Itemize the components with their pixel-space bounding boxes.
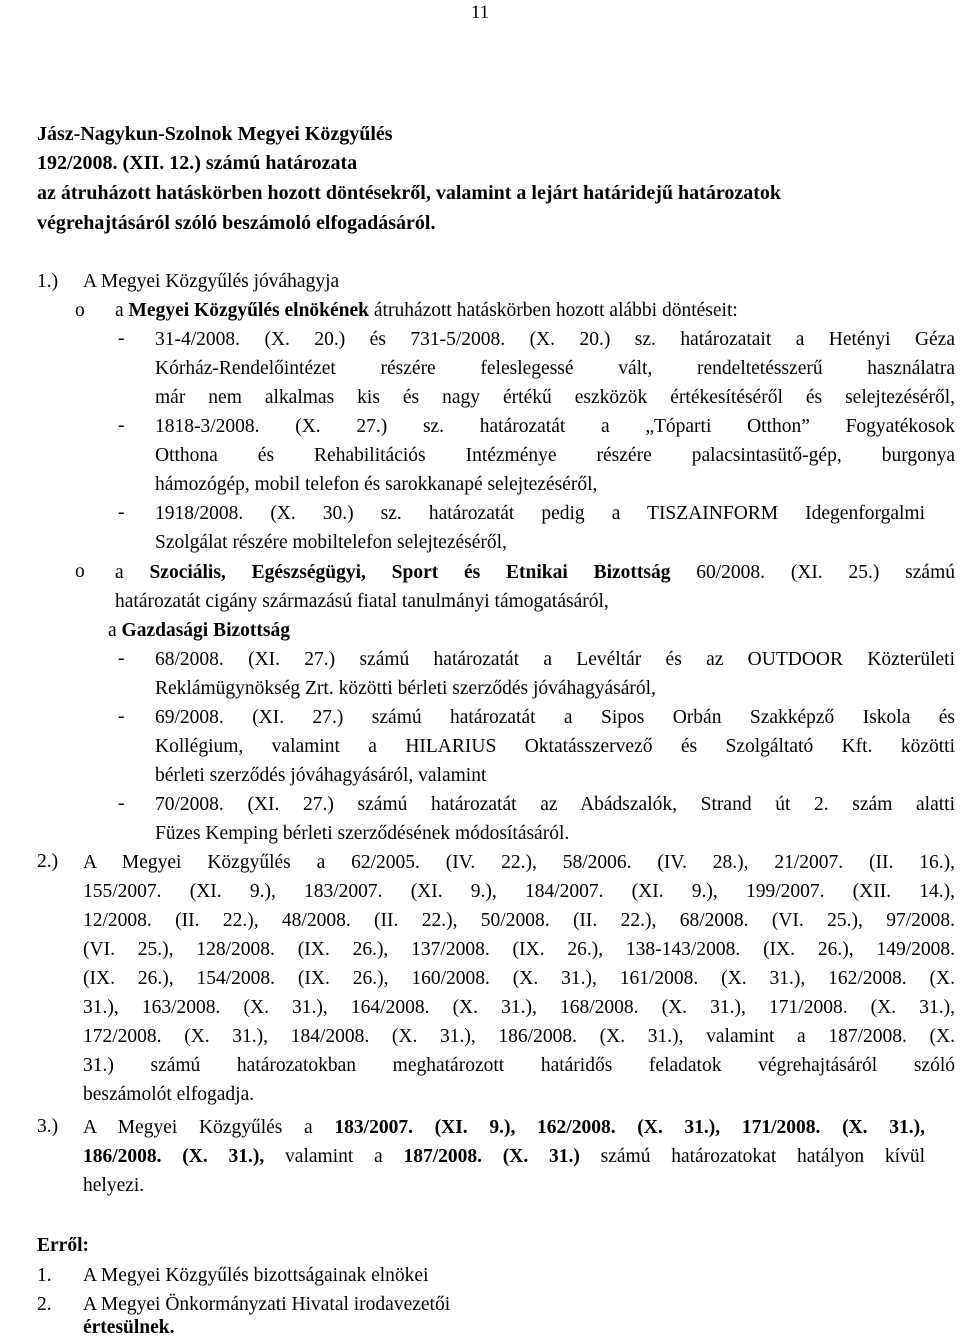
gb-bold: Gazdasági Bizottság [121, 620, 290, 641]
item-a2 [155, 415, 955, 502]
item-a2-line-2: Otthona és Rehabilitációs Intézménye részére palacsintasütő-gép, burgonya [155, 445, 955, 466]
s3-l1-pre: A Megyei Közgyűlés a [83, 1117, 335, 1138]
header-line-1: Jász-Nagykun-Szolnok Megyei Közgyűlés [37, 123, 393, 145]
dash-a1: - [118, 328, 125, 349]
dash-a2: - [118, 415, 125, 436]
s3-l2-mid: valamint a [264, 1146, 404, 1167]
gazdasagi-bizottsag [108, 619, 290, 643]
bullet-b-line-2: határozatát cigány származású fiatal tanulmányi támogatásáról, [115, 591, 609, 612]
item-b2 [155, 706, 955, 793]
item-a1-line-2: Kórház-Rendelőintézet részére feleslegessé vált, rendeltetésszerű használatra [155, 358, 955, 379]
gb-pre: a [108, 620, 122, 641]
s2-line-4: (VI. 25.), 128/2008. (IX. 26.), 137/2008. (IX. 26.), 138-143/2008. (IX. 26.), 149/2008. [83, 939, 955, 960]
item-b2-line-2: Kollégium, valamint a HILARIUS Oktatásszervező és Szolgáltató Kft. közötti [155, 736, 955, 757]
s2-line-8: 31.) számú határozatokban meghatározott határidős feladatok végrehajtásáról szóló [83, 1055, 955, 1076]
bullet-a-marker: o [75, 300, 85, 321]
bullet-b-post: 60/2008. (XI. 25.) számú [670, 562, 956, 583]
header-line-4: végrehajtásáról szóló beszámoló elfogadásáról. [37, 212, 436, 234]
dash-a3: - [118, 502, 125, 523]
s3-l2-post: számú határozatokat hatályon kívül [579, 1146, 926, 1167]
section-1-number: 1.) [37, 271, 59, 292]
bullet-b-bold: Szociális, Egészségügyi, Sport és Etnikai Bizottság [149, 562, 671, 583]
item-a3-line-1: 1918/2008. (X. 30.) sz. határozatát pedig a TISZAINFORM Idegenforgalmi [155, 503, 925, 524]
s3-l2-bold-1: 186/2008. (X. 31.), [83, 1146, 265, 1167]
item-a1 [155, 328, 955, 415]
s2-line-7: 172/2008. (X. 31.), 184/2008. (X. 31.), 186/2008. (X. 31.), valamint a 187/2008. (X. [83, 1026, 955, 1047]
ertesulnek: értesülnek. [83, 1317, 175, 1338]
s3-l1-bold: 183/2007. (XI. 9.), 162/2008. (X. 31.), 171/2008. (X. 31.), [334, 1117, 925, 1138]
footer-item-2-number: 2. [37, 1294, 52, 1315]
bullet-a-post: átruházott hatáskörben hozott alábbi döntéseit: [369, 300, 738, 321]
item-a2-line-1: 1818-3/2008. (X. 27.) sz. határozatát a „Tóparti Otthon” Fogyatékosok [155, 416, 955, 437]
item-a3 [155, 502, 925, 560]
s2-line-1: A Megyei Közgyűlés a 62/2005. (IV. 22.), 58/2006. (IV. 28.), 21/2007. (II. 16.), [83, 852, 955, 873]
bullet-a-pre: a [115, 300, 129, 321]
item-b3 [155, 793, 955, 851]
errol-label: Erről: [37, 1235, 89, 1256]
section-1-intro: A Megyei Közgyűlés jóváhagyja [83, 271, 340, 292]
item-a3-line-2: Szolgálat részére mobiltelefon selejtezéséről, [155, 532, 507, 553]
section-2-number: 2.) [37, 851, 59, 872]
item-b2-line-3: bérleti szerződés jóváhagyásáról, valamint [155, 765, 487, 786]
header-line-3: az átruházott hatáskörben hozott döntésekről, valamint a lejárt határidejű határozatok [37, 182, 782, 204]
item-b3-line-1: 70/2008. (XI. 27.) számú határozatát az Abádszalók, Strand út 2. szám alatti [155, 794, 955, 815]
section-3-text [83, 1116, 925, 1203]
page-number: 11 [470, 2, 490, 23]
bullet-b-marker: o [75, 561, 85, 582]
item-a2-line-3: hámozógép, mobil telefon és sarokkanapé selejtezéséről, [155, 474, 598, 495]
footer-item-1-text: A Megyei Közgyűlés bizottságainak elnökei [83, 1265, 429, 1286]
item-b1 [155, 648, 955, 706]
item-a1-line-1: 31-4/2008. (X. 20.) és 731-5/2008. (X. 20.) sz. határozatait a Hetényi Géza [155, 329, 955, 350]
footer-item-1-number: 1. [37, 1265, 52, 1286]
dash-b3: - [118, 793, 125, 814]
footer-item-2-text: A Megyei Önkormányzati Hivatal irodavezetői [83, 1294, 451, 1315]
bullet-a-bold: Megyei Közgyűlés elnökének [128, 300, 370, 321]
item-a1-line-3: már nem alkalmas kis és nagy értékű eszközök értékesítéséről és selejtezéséről, [155, 387, 955, 408]
item-b1-line-1: 68/2008. (XI. 27.) számú határozatát a Levéltár és az OUTDOOR Közterületi [155, 649, 955, 670]
s2-line-3: 12/2008. (II. 22.), 48/2008. (II. 22.), 50/2008. (II. 22.), 68/2008. (VI. 25.), 97/2008. [83, 910, 955, 931]
section-3-number: 3.) [37, 1116, 59, 1137]
s3-l2-bold-2: 187/2008. (X. 31.) [403, 1146, 580, 1167]
section-2-text [83, 851, 955, 1112]
s2-line-2: 155/2007. (XI. 9.), 183/2007. (XI. 9.), 184/2007. (XI. 9.), 199/2007. (XII. 14.), [83, 881, 955, 902]
dash-b2: - [118, 706, 125, 727]
s2-line-9: beszámolót elfogadja. [83, 1084, 255, 1105]
s2-line-6: 31.), 163/2008. (X. 31.), 164/2008. (X. 31.), 168/2008. (X. 31.), 171/2008. (X. 31.), [83, 997, 955, 1018]
item-b2-line-1: 69/2008. (XI. 27.) számú határozatát a Sipos Orbán Szakképző Iskola és [155, 707, 955, 728]
item-b3-line-2: Füzes Kemping bérleti szerződésének módosításáról. [155, 823, 570, 844]
s2-line-5: (IX. 26.), 154/2008. (IX. 26.), 160/2008. (X. 31.), 161/2008. (X. 31.), 162/2008. (X. [83, 968, 955, 989]
bullet-b-pre: a [115, 562, 150, 583]
s3-line-3: helyezi. [83, 1175, 145, 1196]
header-line-2: 192/2008. (XII. 12.) számú határozata [37, 152, 358, 174]
bullet-b [115, 561, 955, 619]
dash-b1: - [118, 648, 125, 669]
item-b1-line-2: Reklámügynökség Zrt. közötti bérleti szerződés jóváhagyásáról, [155, 678, 656, 699]
